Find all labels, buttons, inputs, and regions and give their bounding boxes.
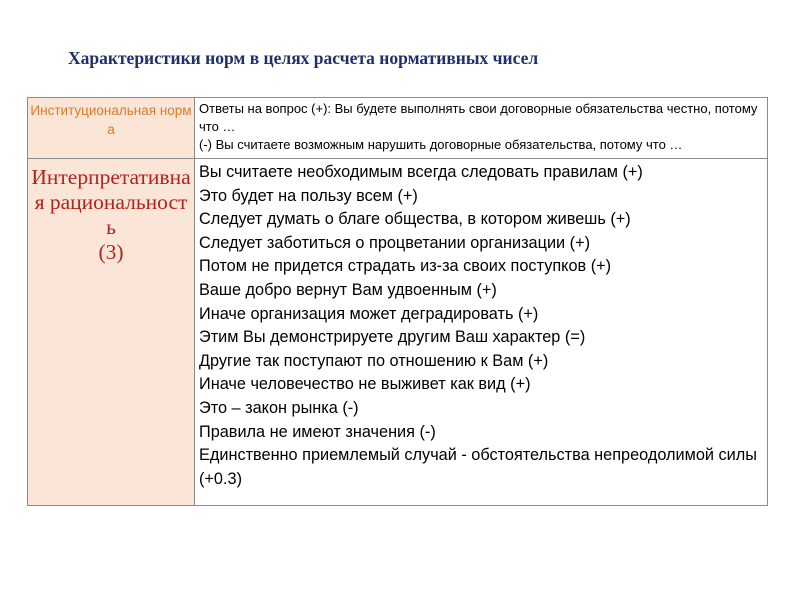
answer-item: Другие так поступают по отношению к Вам (+) — [199, 351, 549, 370]
table-row — [28, 159, 768, 506]
norm-category-cell — [28, 159, 195, 506]
answer-item: Иначе организация может деградировать (+) — [199, 304, 539, 323]
answer-item: Этим Вы демонстрируете другим Ваш характер (=) — [199, 328, 586, 347]
answer-item: Потом не придется страдать из-за своих поступков (+) — [199, 257, 612, 276]
answer-item: Это будет на пользу всем (+) — [199, 186, 418, 205]
answer-item: Ваше добро вернут Вам удвоенным (+) — [199, 280, 497, 299]
answer-item: Правила не имеют значения (-) — [199, 422, 436, 441]
header-question — [195, 98, 768, 159]
answer-item: Следует думать о благе общества, в котором живешь (+) — [199, 210, 631, 229]
norms-table — [27, 97, 768, 506]
norm-category-label: Интерпретативная рациональность — [31, 165, 191, 239]
table-header-row — [28, 98, 768, 159]
answer-item: Иначе человечество не выживет как вид (+) — [199, 375, 531, 394]
answer-item: Это – закон рынка (-) — [199, 398, 359, 417]
answers-cell — [195, 159, 768, 506]
slide-title: Характеристики норм в целях расчета нормативных чисел — [68, 48, 539, 68]
header-norm-type: Институциональная норма — [28, 98, 195, 159]
answer-item: Вы считаете необходимым всегда следовать правилам (+) — [199, 163, 643, 181]
answer-item: Единственно приемлемый случай - обстоятельства непреодолимой силы (+0.3) — [199, 446, 757, 488]
answer-item: Следует заботиться о процветании организации (+) — [199, 233, 591, 252]
question-positive: Ответы на вопрос (+): Вы будете выполнять свои договорные обязательства честно, потому что … — [199, 101, 758, 134]
norm-category-number: (3) — [98, 240, 124, 264]
question-negative: (-) Вы считаете возможным нарушить договорные обязательства, потому что … — [199, 137, 683, 152]
